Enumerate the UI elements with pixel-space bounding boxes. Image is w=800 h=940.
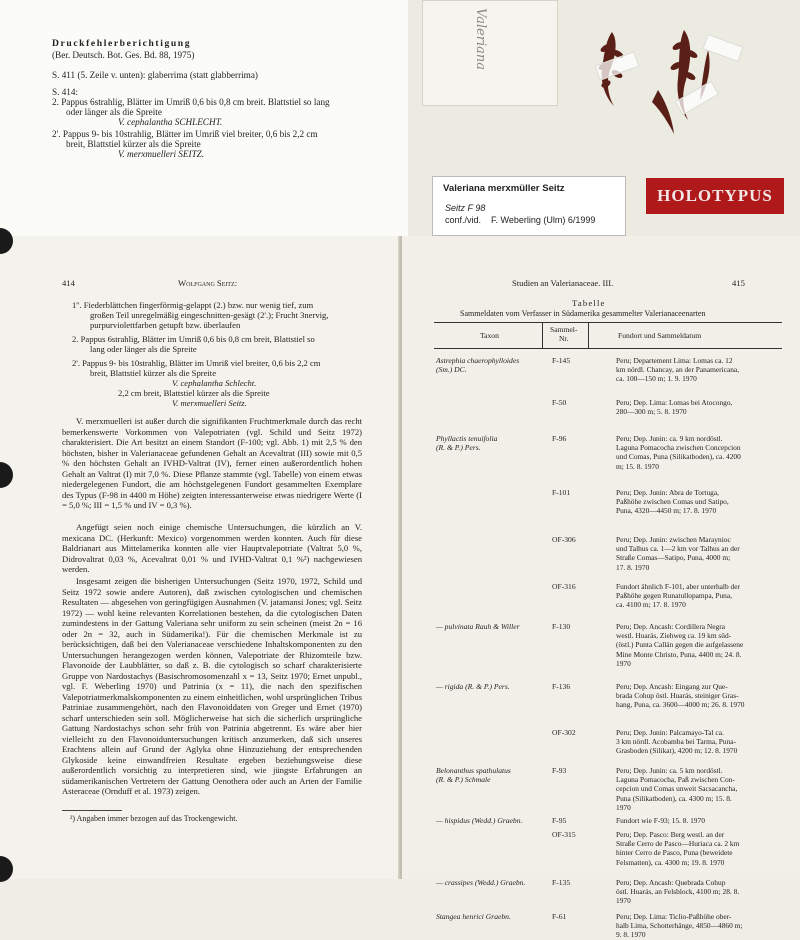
determination-label [432, 176, 626, 236]
table-cell-taxon: — pulvinata Rauh & Willer [436, 622, 520, 631]
table-cell-taxon: — hispidus (Wedd.) Graebn. [436, 816, 523, 825]
table-cell-fundort: Peru; Dep. Junin: Abra de Tortuga, Paßhöhe zwischen Comas und Satipo, Puna, 4320—4450 m; 17. 8. 1970 [616, 488, 729, 516]
table-cell-fundort: Peru; Dep. Ancash: Eingang zur Que- brada Cohup östl. Huarás, steiniger Gras- hang, Puna, ca. 3600—4000 m; 26. 8. 1970 [616, 682, 745, 710]
label-title: Valeriana merxmüller Seitz [443, 183, 565, 194]
key-line: 2,2 cm breit, Blattstiel kürzer als die Spreite [118, 388, 270, 398]
key-line: 2. Pappus 6strahlig, Blätter im Umriß 0,6 bis 0,8 cm breit, Blattstiel so [72, 334, 315, 344]
table-rule-top [434, 322, 782, 323]
right-page [402, 236, 800, 940]
table-cell-fundort: Peru; Dep. Junin: Palcamayo-Tal ca. 3 km nördl. Acobamba bei Tarma, Puna- Grasboden (Silikat), 4200 m; 12. 8. 1970 [616, 728, 738, 756]
errata-line: S. 414: [52, 87, 79, 97]
key-line: V. merxmuelleri Seitz. [172, 398, 247, 408]
table-cell-nr: OF-306 [552, 535, 576, 544]
vertical-handwritten-label: Valeriana [473, 8, 488, 71]
table-cell-taxon: — rigida (R. & P.) Pers. [436, 682, 510, 691]
column-header-fundort: Fundort und Sammeldatum [618, 331, 702, 340]
errata-title: Druckfehlerberichtigung [52, 38, 192, 49]
table-cell-nr: OF-315 [552, 830, 576, 839]
table-col-rule [588, 322, 589, 348]
key-line: purpurviolettfarben getupft bzw. überlaufen [90, 320, 241, 330]
table-cell-fundort: Peru; Dep. Junin: zwischen Maraynioc und Talhus ca. 1—2 km vor Talhus an der Straße Comas—Satipo, Puna, 4000 m; 17. 8. 1970 [616, 535, 740, 572]
table-cell-nr: F-135 [552, 878, 571, 887]
table-col-rule [542, 322, 543, 348]
table-rule-header [434, 348, 782, 349]
errata-line: S. 411 (5. Zeile v. unten): glaberrima (statt glabberrima) [52, 70, 258, 80]
label-line: conf./vid. F. Weberling (Ulm) 6/1999 [445, 215, 596, 225]
key-line: 1''. Fiederblättchen fingerförmig-gelappt (2.) bzw. nur wenig tief, zum [72, 300, 314, 310]
table-cell-fundort: Peru; Dep. Ancash: Cordillera Negra westl. Huarás, Ziehweg ca. 19 km süd- (östl.) Punta Callán gegen die aufgelassene Mine Monte Christo, Puna, 4400 m; 24. 8. 1970 [616, 622, 744, 668]
errata-line: V. cephalantha SCHLECHT. [118, 117, 223, 127]
table-cell-taxon: Stangea henrici Graebn. [436, 912, 511, 921]
table-title: Tabelle [572, 298, 606, 308]
errata-line: V. merxmuelleri SEITZ. [118, 149, 205, 159]
left-page [0, 236, 402, 879]
table-cell-nr: F-145 [552, 356, 571, 365]
table-cell-taxon: Astrephia chaerophylloides (Sm.) DC. [436, 356, 520, 375]
table-cell-nr: F-50 [552, 398, 567, 407]
table-cell-fundort: Peru; Departement Lima: Lomas ca. 12 km nördl. Chancay, an der Panamericana, ca. 100—150 m; 1. 9. 1970 [616, 356, 740, 384]
errata-line: oder länger als die Spreite [66, 107, 162, 117]
footnote-rule [62, 810, 122, 811]
table-cell-fundort: Peru; Dep. Ancash: Quebrada Cohup östl. Huarás, an Felsblock, 4100 m; 28. 8. 1970 [616, 878, 740, 906]
table-cell-taxon: Phyllactis tenuifolia (R. & P.) Pers. [436, 434, 498, 453]
table-cell-nr: F-93 [552, 766, 567, 775]
key-line: V. cephalantha Schlecht. [172, 378, 257, 388]
footnote: ²) Angaben immer bezogen auf das Trockengewicht. [70, 814, 238, 823]
table-cell-nr: F-95 [552, 816, 567, 825]
key-line: 2'. Pappus 9- bis 10strahlig, Blätter im Umriß viel breiter, 0,6 bis 2,2 cm [72, 358, 321, 368]
specimen-envelope [422, 0, 558, 106]
page-number: 415 [732, 278, 745, 288]
table-cell-fundort: Peru; Dep. Lima: Ticlio-Paßhöhe ober- halb Lima, Schotterhänge, 4850—4860 m; 9. 8. 1970 [616, 912, 743, 940]
column-header-taxon: Taxon [480, 331, 499, 340]
table-cell-nr: OF-316 [552, 582, 576, 591]
column-header-nr: Sammel- Nr. [550, 325, 578, 344]
table-cell-fundort: Peru; Dep. Junin: ca. 5 km nordöstl. Laguna Pomacocha, Paß zwischen Con- cepcion und Comas unweit Sacsacancha, Puna (Silikatboden), ca. 4300 m; 15. 8. 1970 [616, 766, 738, 812]
key-line: breit, Blattstiel kürzer als die Spreite [90, 368, 217, 378]
holotypus-stamp: HOLOTYPUS [646, 178, 784, 214]
table-cell-fundort: Fundort wie F-93; 15. 8. 1970 [616, 816, 705, 825]
errata-line: 2. Pappus 6strahlig, Blätter im Umriß 0,6 bis 0,8 cm breit. Blattstiel so lang [52, 97, 330, 107]
table-cell-nr: OF-302 [552, 728, 576, 737]
errata-slip [0, 0, 408, 236]
table-caption: Sammeldaten vom Verfasser in Südamerika gesammelter Valerianaceenarten [460, 309, 706, 318]
plant-specimen-icon [588, 10, 728, 150]
errata-line: breit, Blattstiel kürzer als die Spreite [66, 139, 201, 149]
paragraph: Angefügt seien noch einige chemische Untersuchungen, die kürzlich an V. mexicana DC. (Herkunft: Mexico) vorgenommen werden konnten. Auch für diese Baldrianart aus Mittelamerika konnten alle vier Hauptvalepotriate (Valtrat 5,0 %, Didrovaltrat 0,03 %, Acevaltrat 0,01 % und IVHD-Valtrat 0,1 %²) nachgewiesen werden. [62, 522, 362, 574]
table-cell-nr: F-130 [552, 622, 571, 631]
page-number: 414 [62, 278, 75, 288]
table-cell-fundort: Peru; Dep. Pasco: Berg westl. an der Straße Cerro de Pasco—Huriaca ca. 2 km hinter Cerro de Pasco, Puna (beweidete Felsmatten), ca. 4300 m; 19. 8. 1970 [616, 830, 740, 867]
table-cell-fundort: Fundort ähnlich F-101, aber unterhalb der Paßhöhe gegen Runatullopampa, Puna, ca. 4100 m; 17. 8. 1970 [616, 582, 740, 610]
table-cell-fundort: Peru; Dep. Junin: ca. 9 km nordöstl. Laguna Pomacocha zwischen Concepcion und Comas, Puna (Silikatboden), ca. 4200 m; 15. 8. 1970 [616, 434, 741, 471]
table-cell-nr: F-96 [552, 434, 567, 443]
table-cell-nr: F-61 [552, 912, 567, 921]
table-cell-taxon: Belonanthus spathulatus (R. & P.) Schmale [436, 766, 511, 785]
paragraph: Insgesamt zeigen die bisherigen Untersuchungen (Seitz 1970, 1972, Schild und Seitz 1972 sowie andere Autoren), daß zwischen cytologischen und chemischen Resultaten — abgesehen von geringfügigen Ausnahmen (V. jatamansi Jones; vgl. Seitz 1972) — wohl keine relevanten Korrelationen bestehen, da die cytologischen Daten zumindestens in der Gattung Valeriana sehr uniform zu sein scheinen (meist 2n = 16 oder 2n = 32, auch in Südamerika!). Für die chemischen Merkmale ist zu berücksichtigen, daß bei den Valerianaceae verschiedene Inhaltskomponenten zu den Untersuchungen herangezogen werden können, Valepotriate der Rhizomteile bzw. Flavonoide der Laubblätter, so daß z. B. die cytologisch so scharf charakterisierte Gruppe von Nardostachys (Basischromosomenzahl x = 13, Seitz 1970; Ernet unpubl., vgl. F. Weberling 1970) und Patrinia (x = 11), die nach den spezifischen Valepotriatmerkmalskomponenten zu einem einheitlichen, wohl ursprünglichen Tribus Patriniae zusammengehört, nach den Flavonoiddaten von Greger und Ernet (1970) scharf unterschieden sein soll. Möglicherweise hat sich die sicherlich ursprüngliche Gattung Nardostachys schon sehr früh von Patrinia abgetrennt. Es wäre aber hier vielleicht zu den Flavonoiduntersuchungen kritisch anzumerken, daß sich unseres Erachtens allein auf Grund der Aglyka ohne Hinzuziehung der entsprechenden Glykoside keine einwandfreien Resultate ergeben beziehungsweise diese außerordentlich vorsichtig zu interpretieren sind, wie jüngste Erfahrungen an südamerikanischen Vertretern der Gattung Oenothera oder auch an Arten der Familie Asteraceae (Ornduff et al. 1973) zeigen. [62, 576, 362, 796]
errata-line: 2'. Pappus 9- bis 10strahlig, Blätter im Umriß viel breiter, 0,6 bis 2,2 cm [52, 129, 318, 139]
key-line: lang oder länger als die Spreite [90, 344, 197, 354]
paragraph: V. merxmuelleri ist außer durch die signifikanten Fruchtmerkmale durch das recht bemerkenswerte Vorkommen von Valepotriaten (vgl. Schild und Seitz 1972) charakterisiert. Die Art besitzt an einem Standort (F-100; vgl. Abb. 1) mit 2,5 % den höchsten, bisher in Valerianaceae gefundenen Gehalt an Acevaltrat (III) sowie mit 0,5 % den höchsten Gehalt an IVHD-Valtrat (IV), ferner einen außerordentlich hohen Gehalt an Valtrat (I) mit 7,0 %. Diese Pflanze stammte (vgl. Tabelle) von einem etwas niedergelegenen Fundort, die am höchstgelegenen Fundort gesammelten Exemplare des Typus (F-98 in 4400 m Höhe) zeigten interessanterweise etwas niedrigere Werte (I = 5,0 %; III = 1,5 % und IV = 0,3 %). [62, 416, 362, 510]
table-cell-nr: F-101 [552, 488, 571, 497]
table-cell-fundort: Peru; Dep. Lima: Lomas bei Atocongo, 280—300 m; 5. 8. 1970 [616, 398, 733, 417]
running-head: Wolfgang Seitz: [178, 278, 238, 288]
table-cell-nr: F-136 [552, 682, 571, 691]
label-line: Seitz F 98 [445, 203, 486, 213]
errata-subtitle: (Ber. Deutsch. Bot. Ges. Bd. 88, 1975) [52, 50, 195, 60]
running-head: Studien an Valerianaceae. III. [512, 278, 614, 288]
key-line: großen Teil unregelmäßig eingeschnitten-gesägt (2'.); Frucht 3nervig, [90, 310, 329, 320]
table-cell-taxon: — crassipes (Wedd.) Graebn. [436, 878, 526, 887]
